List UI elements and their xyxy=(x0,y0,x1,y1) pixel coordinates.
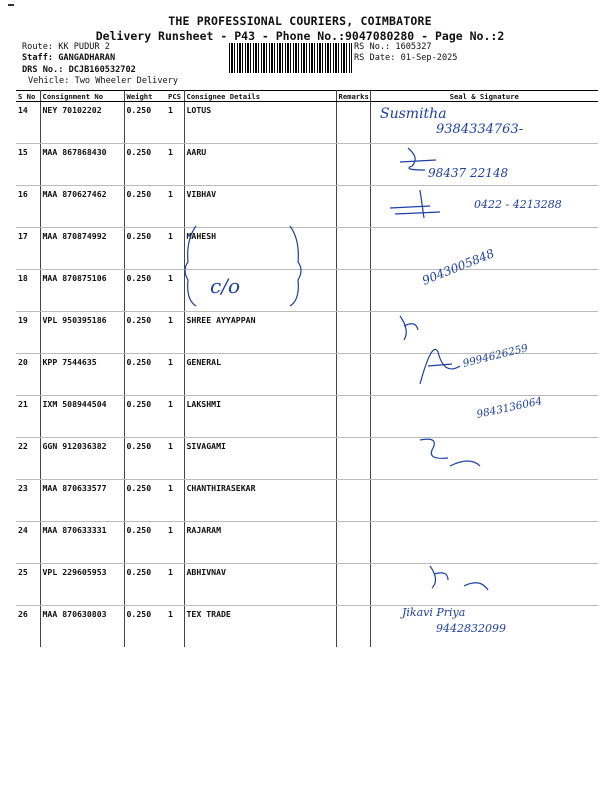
cell-consignment: KPP 7544635 xyxy=(40,354,124,396)
cell-weight: 0.250 xyxy=(124,564,166,606)
cell-weight: 0.250 xyxy=(124,522,166,564)
cell-pcs: 1 xyxy=(166,438,184,480)
cell-consignee: GENERAL xyxy=(184,354,336,396)
cell-consignment: MAA 867868430 xyxy=(40,144,124,186)
cell-consignment: MAA 870633577 xyxy=(40,480,124,522)
rs-number: RS No.: 1605327 xyxy=(354,42,432,52)
signature-14-name: Susmitha xyxy=(380,106,447,122)
cell-sno: 15 xyxy=(16,144,40,186)
cell-sno: 25 xyxy=(16,564,40,606)
signature-19 xyxy=(400,316,418,340)
runsheet-subtitle: Delivery Runsheet - P43 - Phone No.:9047080280 - Page No.:2 xyxy=(95,29,505,43)
cell-consignment: MAA 870875106 xyxy=(40,270,124,312)
cell-consignment: MAA 870630803 xyxy=(40,606,124,648)
cell-sno: 16 xyxy=(16,186,40,228)
cell-consignment: VPL 229605953 xyxy=(40,564,124,606)
cell-sno: 26 xyxy=(16,606,40,648)
col-consignment: Consignment No xyxy=(40,91,124,102)
cell-consignment: GGN 912036382 xyxy=(40,438,124,480)
brace-right xyxy=(290,226,301,306)
cell-pcs: 1 xyxy=(166,564,184,606)
col-sno: S No xyxy=(16,91,40,102)
staff-label: Staff: GANGADHARAN xyxy=(22,53,116,63)
signature-14-phone: 9384334763- xyxy=(436,122,524,137)
company-title: THE PROFESSIONAL COURIERS, COIMBATORE xyxy=(168,14,432,28)
cell-sno: 21 xyxy=(16,396,40,438)
col-pcs: PCS xyxy=(166,91,184,102)
cell-pcs: 1 xyxy=(166,102,184,144)
signature-15-phone: 98437 22148 xyxy=(428,166,509,180)
cell-sno: 23 xyxy=(16,480,40,522)
col-consignee: Consignee Details xyxy=(184,91,336,102)
signature-20 xyxy=(420,349,460,384)
cell-sno: 19 xyxy=(16,312,40,354)
cell-consignee: SHREE AYYAPPAN xyxy=(184,312,336,354)
col-signature: Seal & Signature xyxy=(370,91,598,102)
cell-consignee: VIBHAV xyxy=(184,186,336,228)
brace-left xyxy=(185,226,196,306)
cell-pcs: 1 xyxy=(166,186,184,228)
signature-21-phone: 9843136064 xyxy=(475,395,544,421)
cell-pcs: 1 xyxy=(166,606,184,648)
signature-20-phone: 9994626259 xyxy=(461,342,530,370)
cell-sno: 24 xyxy=(16,522,40,564)
care-of-note: c/o xyxy=(210,274,240,298)
cell-consignment: IXM 508944504 xyxy=(40,396,124,438)
cell-consignee: LOTUS xyxy=(184,102,336,144)
cell-weight: 0.250 xyxy=(124,312,166,354)
signature-26-name: Jikavi Priya xyxy=(402,606,466,619)
cell-sno: 18 xyxy=(16,270,40,312)
cell-weight: 0.250 xyxy=(124,102,166,144)
cell-pcs: 1 xyxy=(166,480,184,522)
cell-weight: 0.250 xyxy=(124,354,166,396)
cell-weight: 0.250 xyxy=(124,228,166,270)
cell-consignment: MAA 870627462 xyxy=(40,186,124,228)
cell-sno: 20 xyxy=(16,354,40,396)
cell-pcs: 1 xyxy=(166,396,184,438)
cell-consignment: NEY 70102202 xyxy=(40,102,124,144)
signature-26-phone: 9442832099 xyxy=(436,622,506,635)
cell-consignment: MAA 870633331 xyxy=(40,522,124,564)
cell-consignee: ABHIVNAV xyxy=(184,564,336,606)
cell-sno: 22 xyxy=(16,438,40,480)
cell-pcs: 1 xyxy=(166,228,184,270)
cell-weight: 0.250 xyxy=(124,480,166,522)
cell-pcs: 1 xyxy=(166,144,184,186)
cell-pcs: 1 xyxy=(166,354,184,396)
cell-weight: 0.250 xyxy=(124,186,166,228)
signature-22 xyxy=(420,439,480,466)
route-label: Route: KK PUDUR 2 xyxy=(22,42,110,52)
cell-pcs: 1 xyxy=(166,522,184,564)
drs-label: DRS No.: DCJB160532702 xyxy=(22,65,136,75)
col-remarks: Remarks xyxy=(336,91,370,102)
cell-consignee: TEX TRADE xyxy=(184,606,336,648)
signature-16 xyxy=(390,190,440,218)
vehicle-label: Vehicle: Two Wheeler Delivery xyxy=(28,76,179,86)
col-weight: Weight xyxy=(124,91,166,102)
rs-date: RS Date: 01-Sep-2025 xyxy=(354,53,458,63)
signature-17-phone: 9043005848 xyxy=(420,246,497,288)
cell-weight: 0.250 xyxy=(124,396,166,438)
cell-weight: 0.250 xyxy=(124,144,166,186)
signature-25 xyxy=(430,566,488,590)
cell-consignee: SIVAGAMI xyxy=(184,438,336,480)
cell-sno: 17 xyxy=(16,228,40,270)
cell-weight: 0.250 xyxy=(124,438,166,480)
cell-sno: 14 xyxy=(16,102,40,144)
cell-consignee: AARU xyxy=(184,144,336,186)
cell-consignee: CHANTHIRASEKAR xyxy=(184,480,336,522)
cell-consignment: VPL 950395186 xyxy=(40,312,124,354)
cell-consignee: RAJARAM xyxy=(184,522,336,564)
cell-pcs: 1 xyxy=(166,270,184,312)
cell-consignee: MAHESH xyxy=(184,228,336,270)
cell-weight: 0.250 xyxy=(126,609,152,619)
signature-16-phone: 0422 - 4213288 xyxy=(474,198,562,211)
cell-consignment: MAA 870874992 xyxy=(40,228,124,270)
cell-consignee: LAKSHMI xyxy=(184,396,336,438)
cell-weight: 0.250 xyxy=(124,270,166,312)
cell-pcs: 1 xyxy=(166,312,184,354)
